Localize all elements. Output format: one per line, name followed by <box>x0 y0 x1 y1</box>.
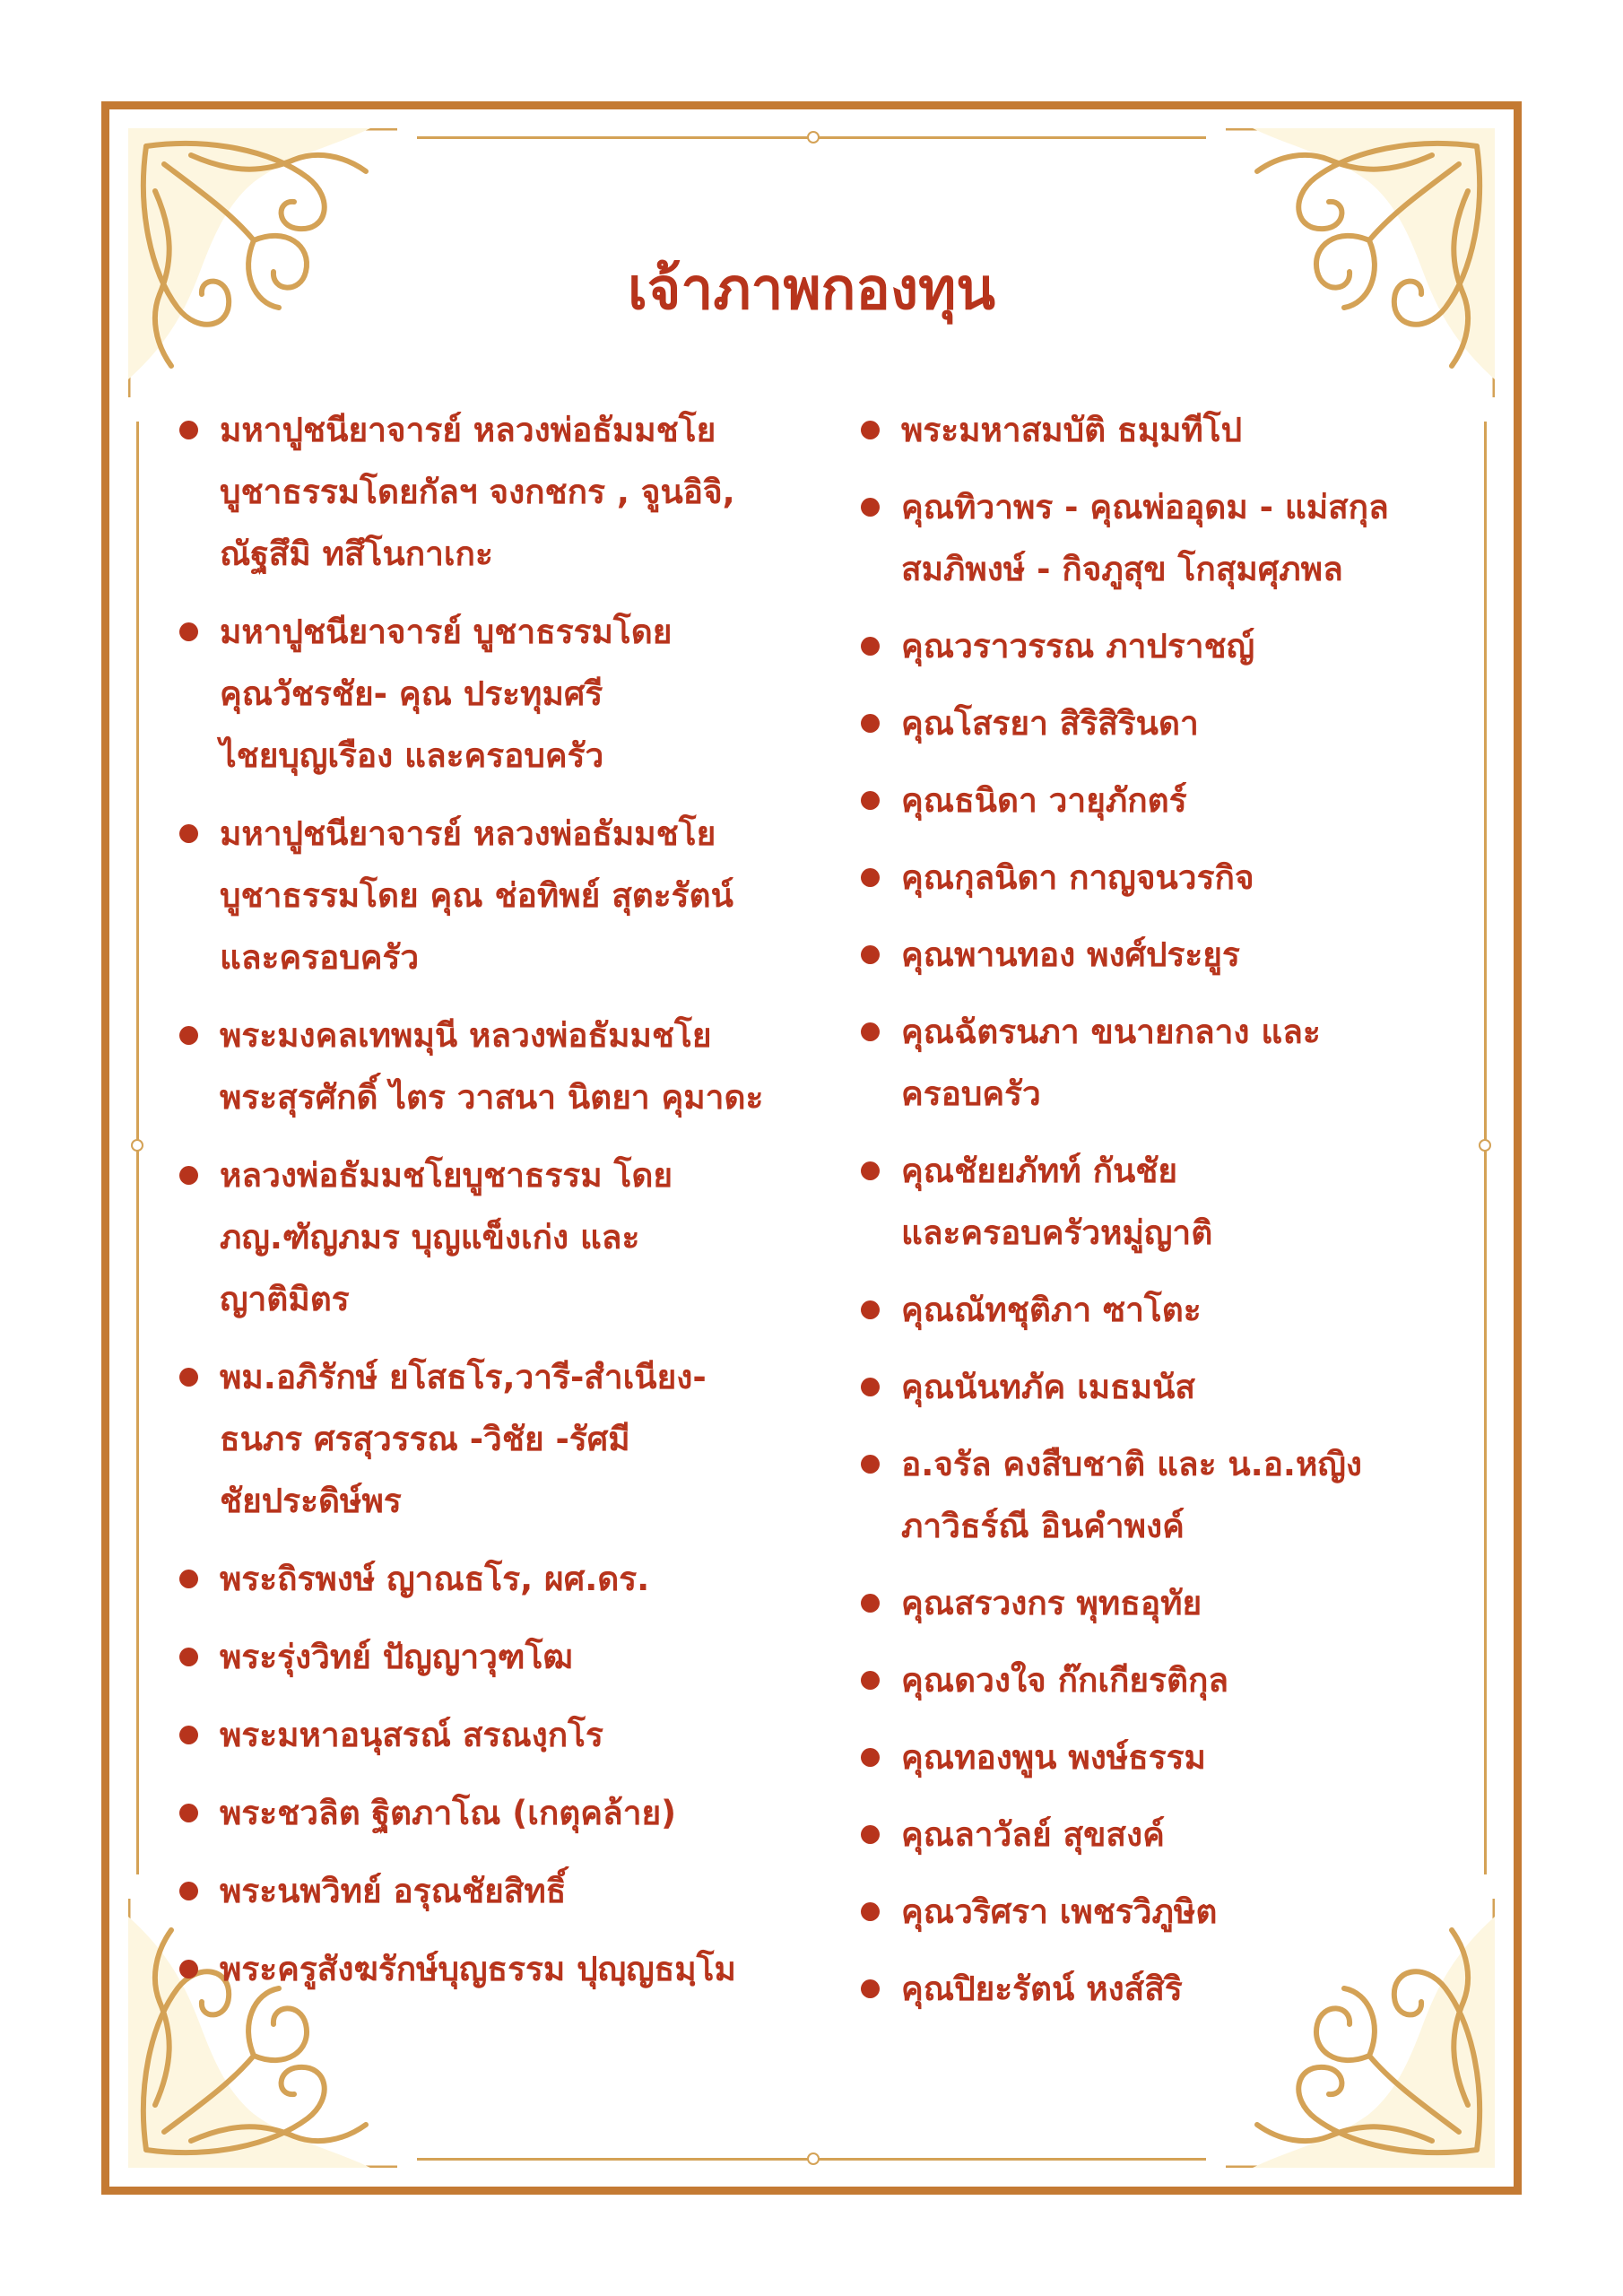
sponsor-name-line: และครอบครัวหมู่ญาติ <box>901 1213 1213 1252</box>
sponsor-name-line: คุณกุลนิดา กาญจนวรกิจ <box>901 858 1254 897</box>
sponsor-name-line: บูชาธรรมโดย คุณ ช่อทิพย์ สุตะรัตน์ <box>220 876 733 915</box>
sponsor-entry <box>179 601 807 787</box>
bullet-dot-icon <box>861 1022 880 1041</box>
sponsor-entry <box>179 1144 807 1330</box>
bullet-dot-icon <box>861 945 880 964</box>
sponsor-name-line: พระสุรศักดิ์ ไตร วาสนา นิตยา คุมาดะ <box>220 1078 764 1117</box>
sponsor-entry <box>861 924 1453 986</box>
sponsor-name-line: คุณพานทอง พงศ์ประยูร <box>901 935 1240 974</box>
bottom-rule-ornament <box>807 2152 820 2165</box>
sponsor-entry <box>861 1881 1453 1943</box>
sponsor-name-line: คุณทองพูน พงษ์ธรรม <box>901 1738 1206 1777</box>
bullet-dot-icon <box>861 1378 880 1396</box>
sponsor-entry <box>861 1958 1453 2020</box>
bullet-dot-icon <box>179 1960 198 1979</box>
sponsor-name-line: คุณวราวรรณ ภาปราชญ์ <box>901 627 1255 665</box>
bullet-dot-icon <box>861 1455 880 1474</box>
sponsor-name-line: คุณลาวัลย์ สุขสงค์ <box>901 1815 1165 1854</box>
bullet-dot-icon <box>861 421 880 439</box>
bullet-dot-icon <box>179 1166 198 1185</box>
sponsor-entry <box>861 476 1453 600</box>
bullet-dot-icon <box>179 421 198 439</box>
sponsor-name-line: ญาติมิตร <box>220 1280 350 1318</box>
sponsor-entry <box>861 1279 1453 1341</box>
bullet-dot-icon <box>179 1804 198 1822</box>
sponsor-name-line: ชัยประดิษ์พร <box>220 1482 402 1520</box>
sponsor-entry <box>861 1001 1453 1125</box>
bullet-dot-icon <box>179 1648 198 1666</box>
sponsor-name-line: และครอบครัว <box>220 938 420 977</box>
bullet-dot-icon <box>179 622 198 641</box>
sponsor-entry <box>861 615 1453 677</box>
sponsor-list-left <box>179 399 807 2016</box>
sponsor-entry <box>179 1004 807 1128</box>
sponsor-name-line: พระชวลิต ฐิตภาโณ (เกตุคล้าย) <box>220 1794 677 1832</box>
bullet-dot-icon <box>179 1026 198 1045</box>
sponsor-entry <box>861 399 1453 461</box>
sponsor-entry <box>179 399 807 585</box>
sponsor-name-line: บูชาธรรมโดยกัลฯ จงกชกร , จูนอิจิ, <box>220 473 735 511</box>
sponsor-entry <box>861 1726 1453 1788</box>
sponsor-name-line: พระมงคลเทพมุนี หลวงพ่อธัมมชโย <box>220 1016 712 1055</box>
sponsor-name-line: พระถิรพงษ์ ญาณธโร, ผศ.ดร. <box>220 1560 650 1598</box>
bullet-dot-icon <box>861 1979 880 1998</box>
sponsor-name-line: คุณณัทชุติภา ซาโตะ <box>901 1291 1202 1329</box>
sponsor-name-line: คุณธนิดา วายุภักตร์ <box>901 781 1187 820</box>
bullet-dot-icon <box>179 1570 198 1588</box>
sponsor-name-line: พม.อภิรักษ์ ยโสธโร,วารี-สำเนียง- <box>220 1358 707 1396</box>
bullet-dot-icon <box>861 714 880 733</box>
sponsor-name-line: ภาวิธร์ณี อินคำพงค์ <box>901 1507 1185 1545</box>
sponsor-name-line: คุณวัชรชัย- คุณ ประทุมศรี <box>220 674 603 713</box>
sponsor-name-line: สมภิพงษ์ - กิจภูสุข โกสุมศุภพล <box>901 550 1343 588</box>
sponsor-name-line: คุณโสรยา สิริสิรินดา <box>901 704 1199 743</box>
sponsor-entry <box>861 770 1453 831</box>
bullet-dot-icon <box>861 1902 880 1921</box>
bullet-dot-icon <box>179 1368 198 1387</box>
sponsor-list-right <box>861 399 1453 2035</box>
sponsor-entry <box>861 847 1453 909</box>
sponsor-entry <box>861 1804 1453 1866</box>
bullet-dot-icon <box>179 824 198 843</box>
sponsor-name-line: มหาปูชนียาจารย์ บูชาธรรมโดย <box>220 613 673 651</box>
bullet-dot-icon <box>861 868 880 887</box>
left-rule-ornament <box>131 1139 143 1152</box>
sponsor-name-line: พระครูสังฆรักษ์บุญธรรม ปุญฺญธมฺโม <box>220 1950 736 1988</box>
bullet-dot-icon <box>861 498 880 517</box>
sponsor-name-line: ณัฐสึมิ ทสึโนกาเกะ <box>220 535 493 573</box>
sponsor-entry <box>179 1860 807 1922</box>
bullet-dot-icon <box>861 1161 880 1180</box>
bullet-dot-icon <box>861 1671 880 1690</box>
sponsor-entry <box>861 1649 1453 1711</box>
sponsor-name-line: ภญ.ฑัญภมร บุญแข็งเก่ง และ <box>220 1218 640 1257</box>
bullet-dot-icon <box>179 1882 198 1900</box>
sponsor-name-line: คุณนันทภัค เมธมนัส <box>901 1368 1195 1406</box>
sponsor-name-line: คุณสรวงกร พุทธอุทัย <box>901 1584 1202 1622</box>
bullet-dot-icon <box>861 1748 880 1767</box>
sponsor-entry <box>179 1346 807 1532</box>
sponsor-entry <box>861 692 1453 754</box>
bullet-dot-icon <box>179 1726 198 1744</box>
sponsor-name-line: คุณทิวาพร - คุณพ่ออุดม - แม่สกุล <box>901 488 1389 526</box>
page-title: เจ้าภาพกองทุน <box>628 256 995 323</box>
top-rule-ornament <box>807 131 820 144</box>
sponsor-name-line: คุณชัยยภัทท์ กันชัย <box>901 1152 1178 1190</box>
sponsor-name-line: ธนภร ศรสุวรรณ -วิชัย -รัศมี <box>220 1420 630 1458</box>
sponsor-entry <box>179 1626 807 1688</box>
sponsor-name-line: มหาปูชนียาจารย์ หลวงพ่อธัมมชโย <box>220 411 716 449</box>
bullet-dot-icon <box>861 1300 880 1319</box>
sponsor-name-line: คุณปิยะรัตน์ หงส์สิริ <box>901 1970 1183 2008</box>
sponsor-entry <box>179 803 807 988</box>
sponsor-name-line: มหาปูชนียาจารย์ หลวงพ่อธัมมชโย <box>220 814 716 853</box>
sponsor-name-line: ไชยบุญเรือง และครอบครัว <box>220 736 604 775</box>
sponsor-entry <box>179 1548 807 1610</box>
sponsor-name-line: พระมหาอนุสรณ์ สรณงฺกโร <box>220 1716 603 1754</box>
sponsor-entry <box>179 1704 807 1766</box>
sponsor-name-line: คุณวริศรา เพชรวิภูษิต <box>901 1892 1218 1931</box>
sponsor-entry <box>861 1140 1453 1264</box>
sponsor-name-line: พระรุ่งวิทย์ ปัญญาวุฑโฒ <box>220 1638 573 1676</box>
sponsor-name-line: หลวงพ่อธัมมชโยบูชาธรรม โดย <box>220 1156 673 1195</box>
sponsor-entry <box>179 1782 807 1844</box>
sponsor-name-line: อ.จรัล คงสืบชาติ และ น.อ.หญิง <box>901 1445 1362 1483</box>
sponsor-name-line: คุณดวงใจ ก๊กเกียรติกุล <box>901 1661 1229 1700</box>
bullet-dot-icon <box>861 791 880 810</box>
bullet-dot-icon <box>861 1594 880 1613</box>
sponsor-name-line: พระมหาสมบัติ ธมฺมทีโป <box>901 411 1243 449</box>
sponsor-name-line: พระนพวิทย์ อรุณชัยสิทธิ์ <box>220 1872 567 1910</box>
sponsor-entry <box>861 1356 1453 1418</box>
sponsor-name-line: คุณฉัตรนภา ขนายกลาง และ <box>901 1013 1321 1051</box>
bullet-dot-icon <box>861 637 880 656</box>
sponsor-name-line: ครอบครัว <box>901 1074 1041 1113</box>
sponsor-entry <box>861 1433 1453 1557</box>
sponsor-entry <box>861 1572 1453 1634</box>
right-rule-ornament <box>1479 1139 1491 1152</box>
bullet-dot-icon <box>861 1825 880 1844</box>
sponsor-entry <box>179 1938 807 2000</box>
